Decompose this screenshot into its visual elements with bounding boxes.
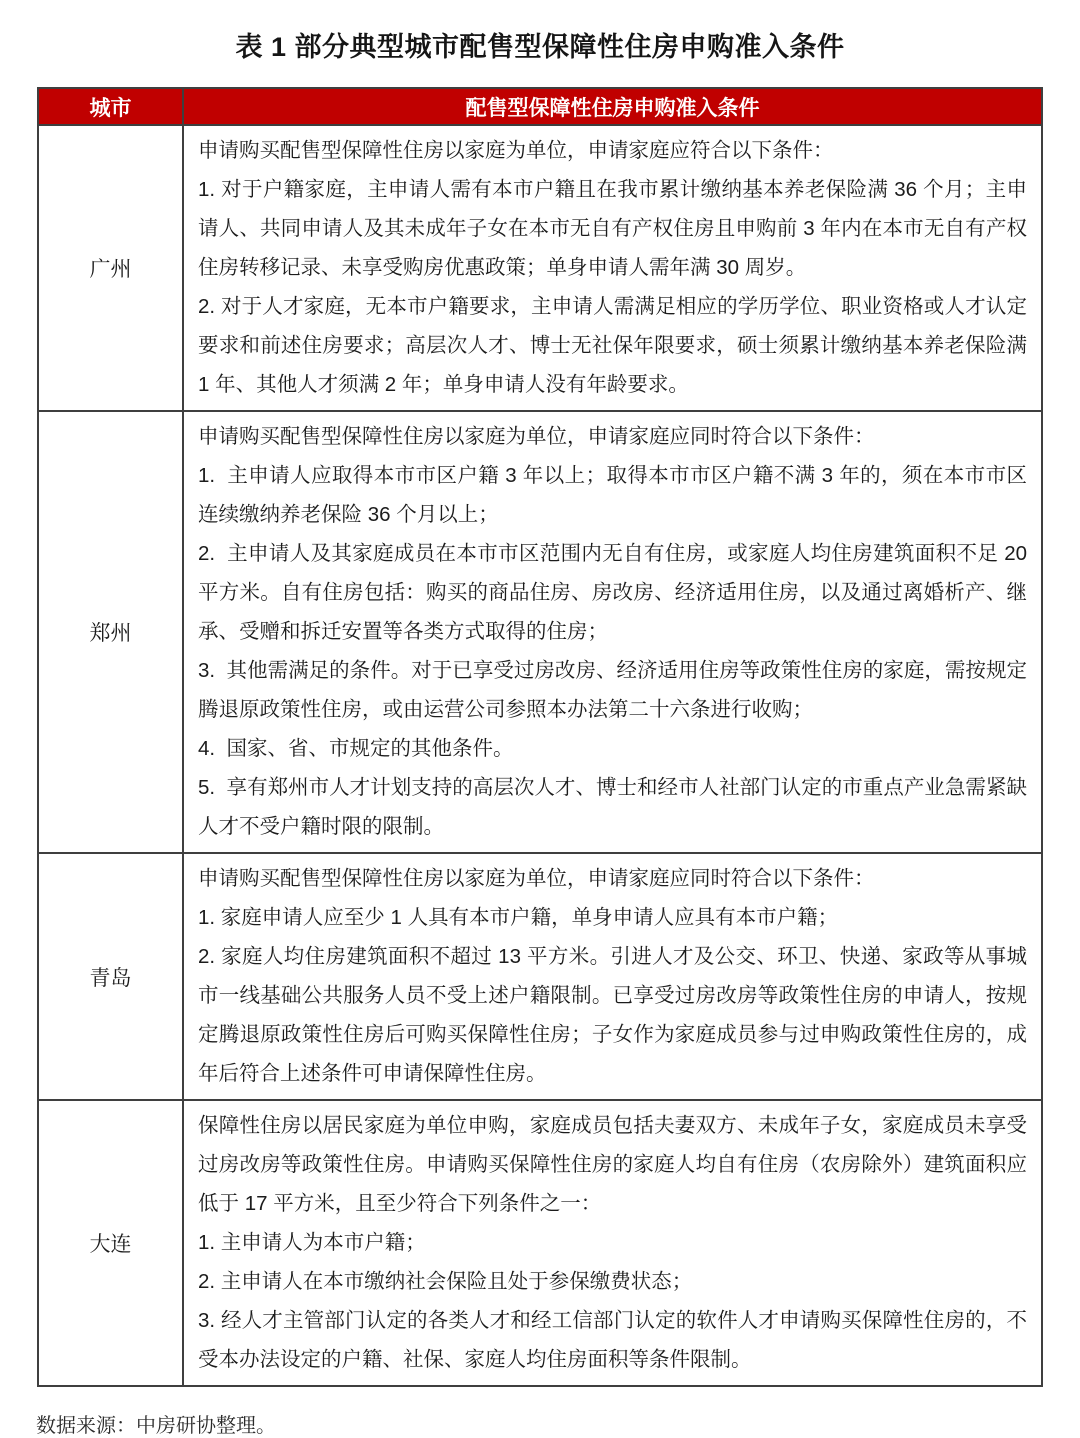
city-name: 青岛 bbox=[38, 853, 183, 1100]
table-title: 表 1 部分典型城市配售型保障性住房申购准入条件 bbox=[235, 32, 845, 62]
condition-paragraph: 2. 家庭人均住房建筑面积不超过 13 平方米。引进人才及公交、环卫、快递、家政等从事城市一线基础公共服务人员不受上述户籍限制。已享受过房改房等政策性住房的申请人，按规定腾退原政策性住房后可购买保障性住房；子女作为家庭成员参与过申购政策性住房的，成年后符合上述条件可申请保障性住房。 bbox=[198, 945, 1027, 1085]
city-name: 大连 bbox=[38, 1100, 183, 1386]
header-cell-conditions: 配售型保障性住房申购准入条件 bbox=[183, 88, 1042, 125]
condition-paragraph: 1. 主申请人应取得本市市区户籍 3 年以上；取得本市市区户籍不满 3 年的，须在本市市区连续缴纳养老保险 36 个月以上； bbox=[198, 464, 1027, 526]
conditions-cell bbox=[183, 853, 1042, 1100]
table-row-dalian bbox=[38, 1100, 1042, 1386]
condition-paragraph: 1. 家庭申请人应至少 1 人具有本市户籍，单身申请人应具有本市户籍； bbox=[198, 906, 839, 929]
condition-paragraph: 2. 对于人才家庭，无本市户籍要求，主申请人需满足相应的学历学位、职业资格或人才认定要求和前述住房要求；高层次人才、博士无社保年限要求，硕士须累计缴纳基本养老保险满 1 年、其他人才须满 2 年；单身申请人没有年龄要求。 bbox=[198, 295, 1033, 396]
condition-paragraph: 4. 国家、省、市规定的其他条件。 bbox=[198, 737, 514, 760]
condition-paragraph: 申请购买配售型保障性住房以家庭为单位，申请家庭应符合以下条件： bbox=[198, 139, 834, 162]
condition-paragraph: 3. 经人才主管部门认定的各类人才和经工信部门认定的软件人才申请购买保障性住房的，不受本办法设定的户籍、社保、家庭人均住房面积等条件限制。 bbox=[198, 1309, 1027, 1371]
conditions-cell bbox=[183, 125, 1042, 411]
condition-paragraph: 1. 对于户籍家庭，主申请人需有本市户籍且在我市累计缴纳基本养老保险满 36 个月；主申请人、共同申请人及其未成年子女在本市无自有产权住房且申购前 3 年内在本市无自有产权住房转移记录、未享受购房优惠政策；单身申请人需年满 30 周岁。 bbox=[198, 178, 1027, 279]
data-source-note: 数据来源：中房研协整理。 bbox=[36, 1415, 276, 1437]
condition-paragraph: 保障性住房以居民家庭为单位申购，家庭成员包括夫妻双方、未成年子女，家庭成员未享受过房改房等政策性住房。申请购买保障性住房的家庭人均自有住房（农房除外）建筑面积应低于 17 平方米，且至少符合下列条件之一： bbox=[198, 1114, 1027, 1215]
condition-paragraph: 3. 其他需满足的条件。对于已享受过房改房、经济适用住房等政策性住房的家庭，需按规定腾退原政策性住房，或由运营公司参照本办法第二十六条进行收购； bbox=[198, 659, 1027, 721]
conditions-cell bbox=[183, 1100, 1042, 1386]
city-name: 郑州 bbox=[38, 411, 183, 853]
conditions-cell bbox=[183, 411, 1042, 853]
condition-paragraph: 2. 主申请人及其家庭成员在本市市区范围内无自有住房，或家庭人均住房建筑面积不足 20 平方米。自有住房包括：购买的商品住房、房改房、经济适用住房，以及通过离婚析产、继承、受赠和拆迁安置等各类方式取得的住房； bbox=[198, 542, 1033, 643]
condition-paragraph: 5. 享有郑州市人才计划支持的高层次人才、博士和经市人社部门认定的市重点产业急需紧缺人才不受户籍时限的限制。 bbox=[198, 776, 1027, 838]
table-row-qingdao bbox=[38, 853, 1042, 1100]
policy-table bbox=[37, 87, 1043, 1387]
condition-paragraph: 申请购买配售型保障性住房以家庭为单位，申请家庭应同时符合以下条件： bbox=[198, 867, 875, 890]
header-cell-city: 城市 bbox=[38, 88, 183, 125]
document-page bbox=[0, 25, 1080, 1437]
condition-paragraph: 申请购买配售型保障性住房以家庭为单位，申请家庭应同时符合以下条件： bbox=[198, 425, 875, 448]
table-row-guangzhou bbox=[38, 125, 1042, 411]
condition-paragraph: 1. 主申请人为本市户籍； bbox=[198, 1231, 426, 1254]
table-header bbox=[38, 88, 1042, 125]
header-row bbox=[38, 88, 1042, 125]
city-name: 广州 bbox=[38, 125, 183, 411]
table-row-zhengzhou bbox=[38, 411, 1042, 853]
condition-paragraph: 2. 主申请人在本市缴纳社会保险且处于参保缴费状态； bbox=[198, 1270, 693, 1293]
